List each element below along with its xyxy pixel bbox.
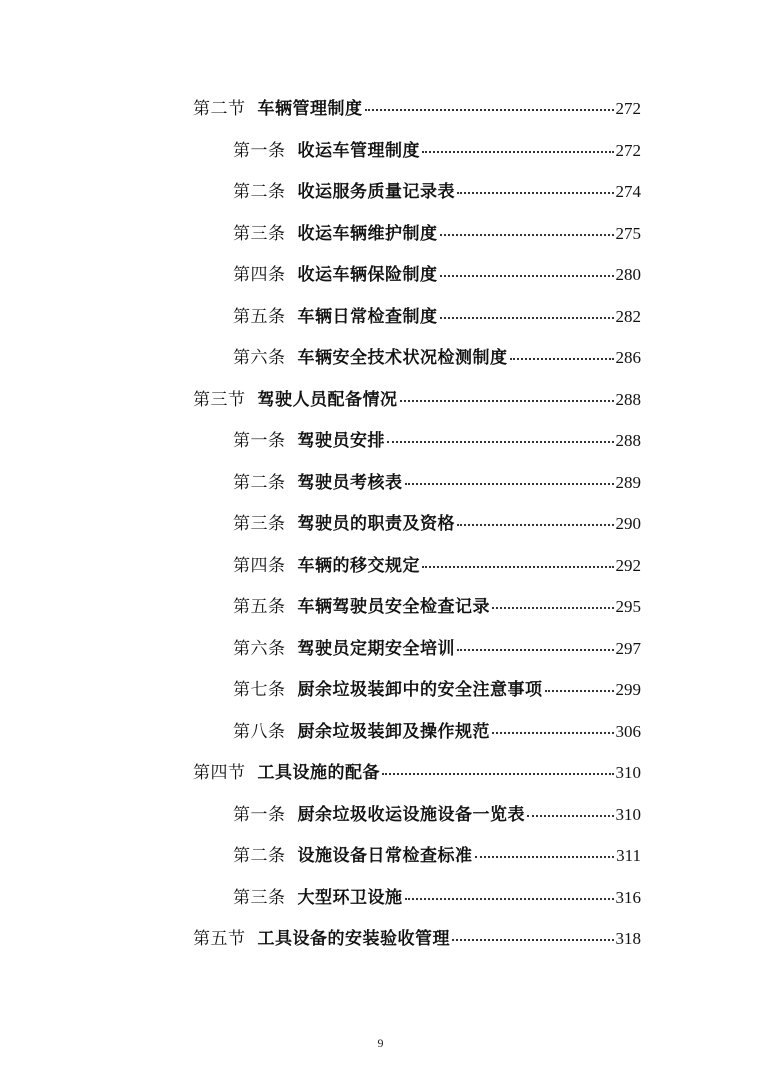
entry-page-number: 297: [615, 639, 641, 658]
toc-article-entry[interactable]: [233, 553, 641, 579]
toc-article-entry[interactable]: [233, 719, 641, 745]
toc-article-entry[interactable]: [233, 262, 641, 288]
dot-leader: [382, 773, 614, 775]
entry-title: 厨余垃圾收运设施设备一览表: [297, 805, 525, 825]
entry-page-number: 316: [615, 888, 641, 907]
entry-page-number: 272: [615, 141, 641, 160]
entry-number: 第一条: [233, 431, 286, 451]
entry-number: 第八条: [233, 722, 286, 742]
entry-page-number: 306: [615, 722, 641, 741]
toc-section-entry[interactable]: [193, 96, 641, 122]
dot-leader: [452, 939, 614, 941]
entry-page-number: 318: [615, 929, 641, 948]
dot-leader: [422, 566, 614, 568]
entry-page-number: 282: [615, 307, 641, 326]
entry-title: 驾驶人员配备情况: [257, 390, 398, 410]
entry-number: 第三条: [233, 888, 286, 908]
entry-page-number: 275: [615, 224, 641, 243]
page-footer-number: 9: [377, 1036, 384, 1050]
entry-number: 第二条: [233, 846, 286, 866]
entry-title: 收运车管理制度: [297, 141, 420, 161]
entry-title: 车辆管理制度: [257, 99, 363, 119]
entry-number: 第二节: [193, 99, 246, 119]
entry-title: 收运服务质量记录表: [297, 182, 455, 202]
toc-article-entry[interactable]: [233, 802, 641, 828]
entry-page-number: 274: [615, 182, 641, 201]
entry-title: 收运车辆保险制度: [297, 265, 438, 285]
dot-leader: [492, 607, 614, 609]
dot-leader: [475, 856, 615, 858]
toc-article-entry[interactable]: [233, 304, 641, 330]
dot-leader: [365, 109, 614, 111]
toc-article-entry[interactable]: [233, 428, 641, 454]
toc-section-entry[interactable]: [193, 387, 641, 413]
entry-page-number: 295: [615, 597, 641, 616]
entry-page-number: 272: [615, 99, 641, 118]
entry-page-number: 288: [615, 431, 641, 450]
dot-leader: [422, 151, 614, 153]
entry-page-number: 299: [615, 680, 641, 699]
entry-page-number: 289: [615, 473, 641, 492]
dot-leader: [457, 192, 614, 194]
entry-number: 第三节: [193, 390, 246, 410]
toc-article-entry[interactable]: [233, 885, 641, 911]
entry-title: 大型环卫设施: [297, 888, 403, 908]
entry-title: 收运车辆维护制度: [297, 224, 438, 244]
entry-number: 第二条: [233, 473, 286, 493]
toc-section-entry[interactable]: [193, 760, 641, 786]
entry-number: 第三条: [233, 224, 286, 244]
entry-title: 车辆安全技术状况检测制度: [297, 348, 508, 368]
entry-title: 车辆的移交规定: [297, 556, 420, 576]
dot-leader: [387, 441, 614, 443]
toc-article-entry[interactable]: [233, 345, 641, 371]
toc-article-entry[interactable]: [233, 138, 641, 164]
entry-page-number: 290: [615, 514, 641, 533]
dot-leader: [510, 358, 614, 360]
dot-leader: [405, 483, 614, 485]
toc-article-entry[interactable]: [233, 677, 641, 703]
entry-title: 驾驶员的职责及资格: [297, 514, 455, 534]
entry-number: 第五节: [193, 929, 246, 949]
entry-title: 驾驶员安排: [297, 431, 385, 451]
dot-leader: [527, 815, 614, 817]
toc-article-entry[interactable]: [233, 511, 641, 537]
dot-leader: [440, 234, 614, 236]
entry-title: 驾驶员考核表: [297, 473, 403, 493]
toc-article-entry[interactable]: [233, 636, 641, 662]
toc-article-entry[interactable]: [233, 179, 641, 205]
entry-number: 第二条: [233, 182, 286, 202]
dot-leader: [440, 275, 614, 277]
entry-title: 车辆日常检查制度: [297, 307, 438, 327]
dot-leader: [457, 649, 614, 651]
entry-number: 第一条: [233, 141, 286, 161]
toc-article-entry[interactable]: [233, 221, 641, 247]
entry-title: 工具设备的安装验收管理: [257, 929, 450, 949]
entry-number: 第六条: [233, 639, 286, 659]
dot-leader: [457, 524, 614, 526]
entry-page-number: 288: [615, 390, 641, 409]
toc-article-entry[interactable]: [233, 843, 641, 869]
toc-article-entry[interactable]: [233, 594, 641, 620]
entry-title: 设施设备日常检查标准: [297, 846, 473, 866]
entry-title: 厨余垃圾装卸及操作规范: [297, 722, 490, 742]
entry-title: 车辆驾驶员安全检查记录: [297, 597, 490, 617]
toc-article-entry[interactable]: [233, 470, 641, 496]
entry-number: 第五条: [233, 307, 286, 327]
entry-page-number: 280: [615, 265, 641, 284]
toc-section-entry[interactable]: [193, 926, 641, 952]
dot-leader: [545, 690, 614, 692]
dot-leader: [492, 732, 614, 734]
entry-title: 厨余垃圾装卸中的安全注意事项: [297, 680, 543, 700]
entry-number: 第五条: [233, 597, 286, 617]
entry-number: 第三条: [233, 514, 286, 534]
entry-number: 第六条: [233, 348, 286, 368]
entry-number: 第七条: [233, 680, 286, 700]
dot-leader: [400, 400, 614, 402]
entry-page-number: 292: [615, 556, 641, 575]
entry-title: 工具设施的配备: [257, 763, 380, 783]
entry-title: 驾驶员定期安全培训: [297, 639, 455, 659]
entry-page-number: 311: [616, 846, 641, 865]
entry-number: 第四节: [193, 763, 246, 783]
dot-leader: [405, 898, 614, 900]
entry-page-number: 310: [615, 805, 641, 824]
entry-page-number: 310: [615, 763, 641, 782]
entry-number: 第一条: [233, 805, 286, 825]
entry-page-number: 286: [615, 348, 641, 367]
entry-number: 第四条: [233, 265, 286, 285]
entry-number: 第四条: [233, 556, 286, 576]
dot-leader: [440, 317, 614, 319]
